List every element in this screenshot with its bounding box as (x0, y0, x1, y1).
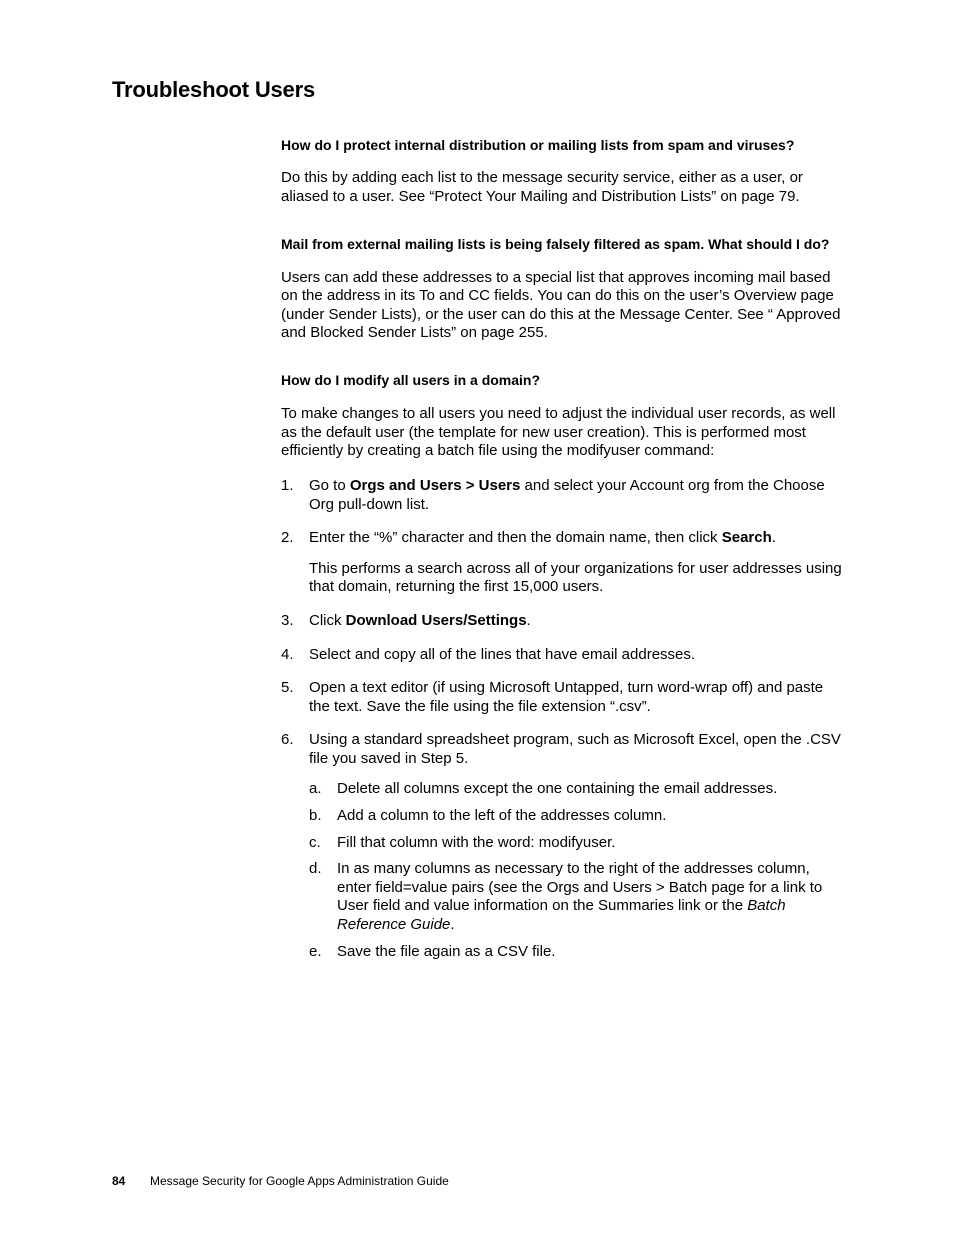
step-number: 6. (281, 731, 294, 749)
faq-answer-external-lists: Users can add these addresses to a special list that approves incoming mail based on the address in its To and CC fields. You can do this on the user’s Overview page (under Sender Lists), or the user can do this at the Message Center. See “ Approved and Blocked Sender Lists” on page 255. (281, 268, 841, 342)
step-item (281, 646, 843, 665)
step-text-start: Click (309, 611, 346, 629)
step-text-start: Enter the “%” character and then the domain name, then click (309, 529, 722, 547)
faq-question-external-lists: Mail from external mailing lists is being falsely filtered as spam. What should I do? (281, 236, 830, 253)
step-item (281, 529, 843, 597)
step-item (281, 477, 843, 514)
substep-letter: c. (309, 833, 321, 851)
substep-letter: e. (309, 942, 322, 960)
step-number: 1. (281, 476, 294, 494)
substep-letter: b. (309, 807, 322, 825)
download-button-reference: Download Users/Settings (345, 611, 527, 629)
substep-letter: d. (309, 860, 322, 878)
step-number: 5. (281, 679, 294, 697)
substep-item (309, 943, 843, 962)
menu-path-orgs-users: Orgs and Users > Users (349, 476, 521, 494)
substep-item (309, 834, 843, 853)
faq-content (281, 136, 843, 976)
faq-answer-mailing-lists: Do this by adding each list to the message security service, either as a user, or aliased to a user. See “Protect Your Mailing and Distribution Lists” on page 79. (281, 169, 803, 205)
faq-question-mailing-lists: How do I protect internal distribution or mailing lists from spam and viruses? (281, 137, 795, 153)
substep-text: Delete all columns except the one containing the email addresses. (337, 780, 778, 798)
step-number: 2. (281, 529, 294, 547)
search-button-reference: Search (721, 529, 772, 547)
page-number: 84 (112, 1174, 126, 1188)
step-text (309, 529, 776, 546)
substep-text: Save the file again as a CSV file. (337, 942, 556, 960)
step-item (281, 731, 843, 961)
step-item (281, 679, 843, 716)
substep-item (309, 860, 843, 934)
step-item (281, 612, 843, 631)
step-text (309, 477, 825, 513)
step-text (309, 612, 531, 629)
step-text-end: . (526, 611, 531, 629)
substep-text (337, 860, 822, 933)
faq-answer-modify-users: To make changes to all users you need to adjust the individual user records, as well as the default user (the template for new user creation). This is performed most efficiently by creating a batch file using the modifyuser command: (281, 405, 836, 460)
substep-text: Add a column to the left of the addresses column. (337, 807, 667, 825)
guide-title: Message Security for Google Apps Administration Guide (150, 1174, 449, 1188)
faq-question-modify-users: How do I modify all users in a domain? (281, 371, 541, 388)
step-number: 3. (281, 611, 294, 629)
step-text-start: Go to (309, 476, 350, 494)
steps-list (281, 477, 843, 961)
substep-item (309, 807, 843, 826)
step-number: 4. (281, 645, 294, 663)
substep-letter: a. (309, 780, 322, 798)
step-text: Select and copy all of the lines that have email addresses. (309, 645, 696, 663)
substeps-list (309, 780, 843, 961)
step-note: This performs a search across all of your organizations for user addresses using that domain, returning the first 15,000 users. (309, 559, 842, 596)
page-title: Troubleshoot Users (112, 77, 315, 102)
substep-text-start: In as many columns as necessary to the right of the addresses column, enter field=value pairs (see the Orgs and Users > Batch page for a link to User field and value information on the Summaries link or the (337, 860, 823, 915)
step-text-end: . (771, 529, 776, 547)
step-text: Using a standard spreadsheet program, such as Microsoft Excel, open the .CSV file you saved in Step 5. (309, 731, 841, 767)
batch-reference-guide-title: Batch Reference Guide (337, 897, 786, 934)
substep-text: Fill that column with the word: modifyuser. (337, 833, 616, 851)
step-text-end: and select your Account org from the Choose Org pull-down list. (309, 476, 825, 513)
page-footer (112, 1174, 449, 1189)
substep-text-end: . (450, 916, 455, 934)
substep-item (309, 780, 843, 799)
step-text: Open a text editor (if using Microsoft Untapped, turn word-wrap off) and paste the text. Save the file using the file extension “.csv”. (309, 679, 824, 715)
